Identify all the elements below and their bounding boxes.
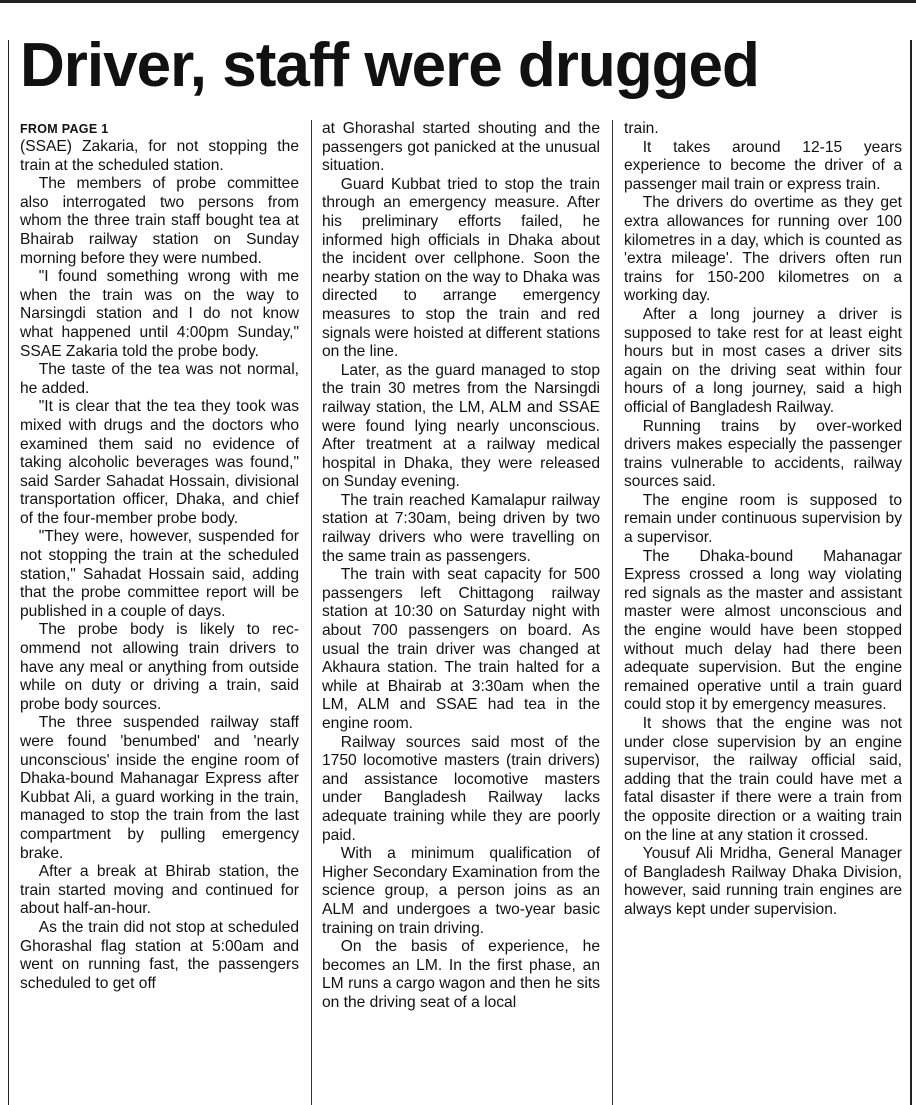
paragraph: Running trains by over-worked drivers makes especially the passenger trains vulnerable to accidents, railway sources said. [624,417,902,491]
paragraph: On the basis of experience, he becomes an LM. In the first phase, an LM runs a cargo wagon and then he sits on the driving seat of a local [322,938,600,1011]
paragraph: It shows that the engine was not under close supervision by an engine supervisor, the railway official said, adding that the train could have met a fatal disaster if there were a train from the opposite direction or a waiting train on the line at any station it crossed. [624,715,902,844]
paragraph: at Ghorashal started shouting and the passengers got panicked at the unusual situation. [322,120,600,175]
paragraph: The engine room is supposed to remain under continuous supervision by a supervisor. [624,491,902,547]
paragraph: The drivers do overtime as they get extra allowances for running over 100 kilometres in a day, which is counted as 'extra mileage'. The drivers often run trains for 150-200 kilometres on a working day. [624,194,902,305]
headline: Driver, staff were drugged [20,31,759,100]
column-divider-2 [612,120,613,1105]
left-border-rule [8,40,9,1105]
paragraph: "It is clear that the tea they took was mixed with drugs and the doctors who examined them said no evidence of taking alcoholic beverages was found," said Sarder Sahadat Hossain, divisional transportation officer, Dhaka, and chief of the four-member probe body. [20,398,299,527]
column-3 [624,120,902,1105]
column-divider-1 [311,120,312,1105]
paragraph: The probe body is likely to recommend not allowing train drivers to have any meal or anything from outside while on duty or driving a train, said probe body sources. [20,621,299,713]
right-border-rule [910,40,912,1105]
paragraph: Yousuf Ali Mridha, General Manager of Bangladesh Railway Dhaka Division, however, said running train engines are always kept under supervision. [624,845,902,918]
top-border-rule [0,0,916,3]
paragraph: With a minimum qualification of Higher Secondary Examination from the science group, a person joins as an ALM and undergoes a two-year basic training on train driving. [322,845,600,937]
paragraph: The Dhaka-bound Mahanagar Express crossed a long way violating red signals as the master and assistant master were almost unconscious and the engine would have been stopped without much delay had there been adequate supervision. But the engine remained operative until a train guard could stop it by emergency measures. [624,547,902,714]
paragraph: Guard Kubbat tried to stop the train through an emergency measure. After his preliminary efforts failed, he informed high officials in Dhaka about the incident over cellphone. Soon the nearby station on the way to Dhaka was directed to arrange emergency measures to stop the train and red signals were hoisted at different stations on the line. [322,175,600,361]
paragraph: The taste of the tea was not normal, he added. [20,361,299,397]
paragraph: "I found something wrong with me when the train was on the way to Narsingdi station and I do not know what happened until 4:00pm Sunday," SSAE Zakaria told the probe body. [20,268,299,360]
paragraph: (SSAE) Zakaria, for not stopping the train at the scheduled station. [20,138,299,174]
paragraph: Later, as the guard managed to stop the train 30 metres from the Narsingdi railway station, the LM, ALM and SSAE were found lying nearly unconscious. After treatment at a railway medical hospital in Dhaka, they were released on Sunday evening. [322,361,600,491]
paragraph: As the train did not stop at scheduled Ghorashal flag station at 5:00am and went on running fast, the passengers scheduled to get off [20,918,299,992]
paragraph: After a long journey a driver is supposed to take rest for at least eight hours but in most cases a driver sits again on the driving seat within four hours of a long journey, said a high official of Bangladesh Railway. [624,305,902,416]
paragraph: It takes around 12-15 years experience to become the driver of a passenger mail train or express train. [624,138,902,193]
paragraph: The train reached Kamalapur railway station at 7:30am, being driven by two railway drivers who were travelling on the same train as passengers. [322,491,600,565]
paragraph: "They were, however, suspended for not stopping the train at the scheduled station," Sahadat Hossain said, adding that the probe committee report will be published in a couple of days. [20,528,299,620]
paragraph: Railway sources said most of the 1750 locomotive masters (train drivers) and assistance locomotive masters under Bangladesh Railway lacks adequate training while they are poorly paid. [322,733,600,844]
paragraph: The members of probe committee also interrogated two persons from whom the three train staff bought tea at Bhairab railway station on Sunday morning before they were numbed. [20,175,299,267]
column-1 [20,120,299,1105]
kicker-from-page: FROM PAGE 1 [20,122,109,136]
paragraph: After a break at Bhirab station, the train started moving and continued for about half-an-hour. [20,863,299,918]
paragraph: The train with seat capacity for 500 passengers left Chittagong railway station at 10:30 on Saturday night with about 700 passengers on board. As usual the train driver was changed at Akhaura station. The train halted for a while at Bhairab at 3:30am when the LM, ALM and SSAE had tea in the engine room. [322,566,600,732]
column-2 [322,120,600,1105]
paragraph: train. [624,120,659,137]
paragraph: The three suspended railway staff were found 'benumbed' and 'nearly unconscious' inside the engine room of Dhaka-bound Mahanagar Express after Kubbat Ali, a guard working in the train, managed to stop the train from the last compartment by pulling emergency brake. [20,714,299,862]
